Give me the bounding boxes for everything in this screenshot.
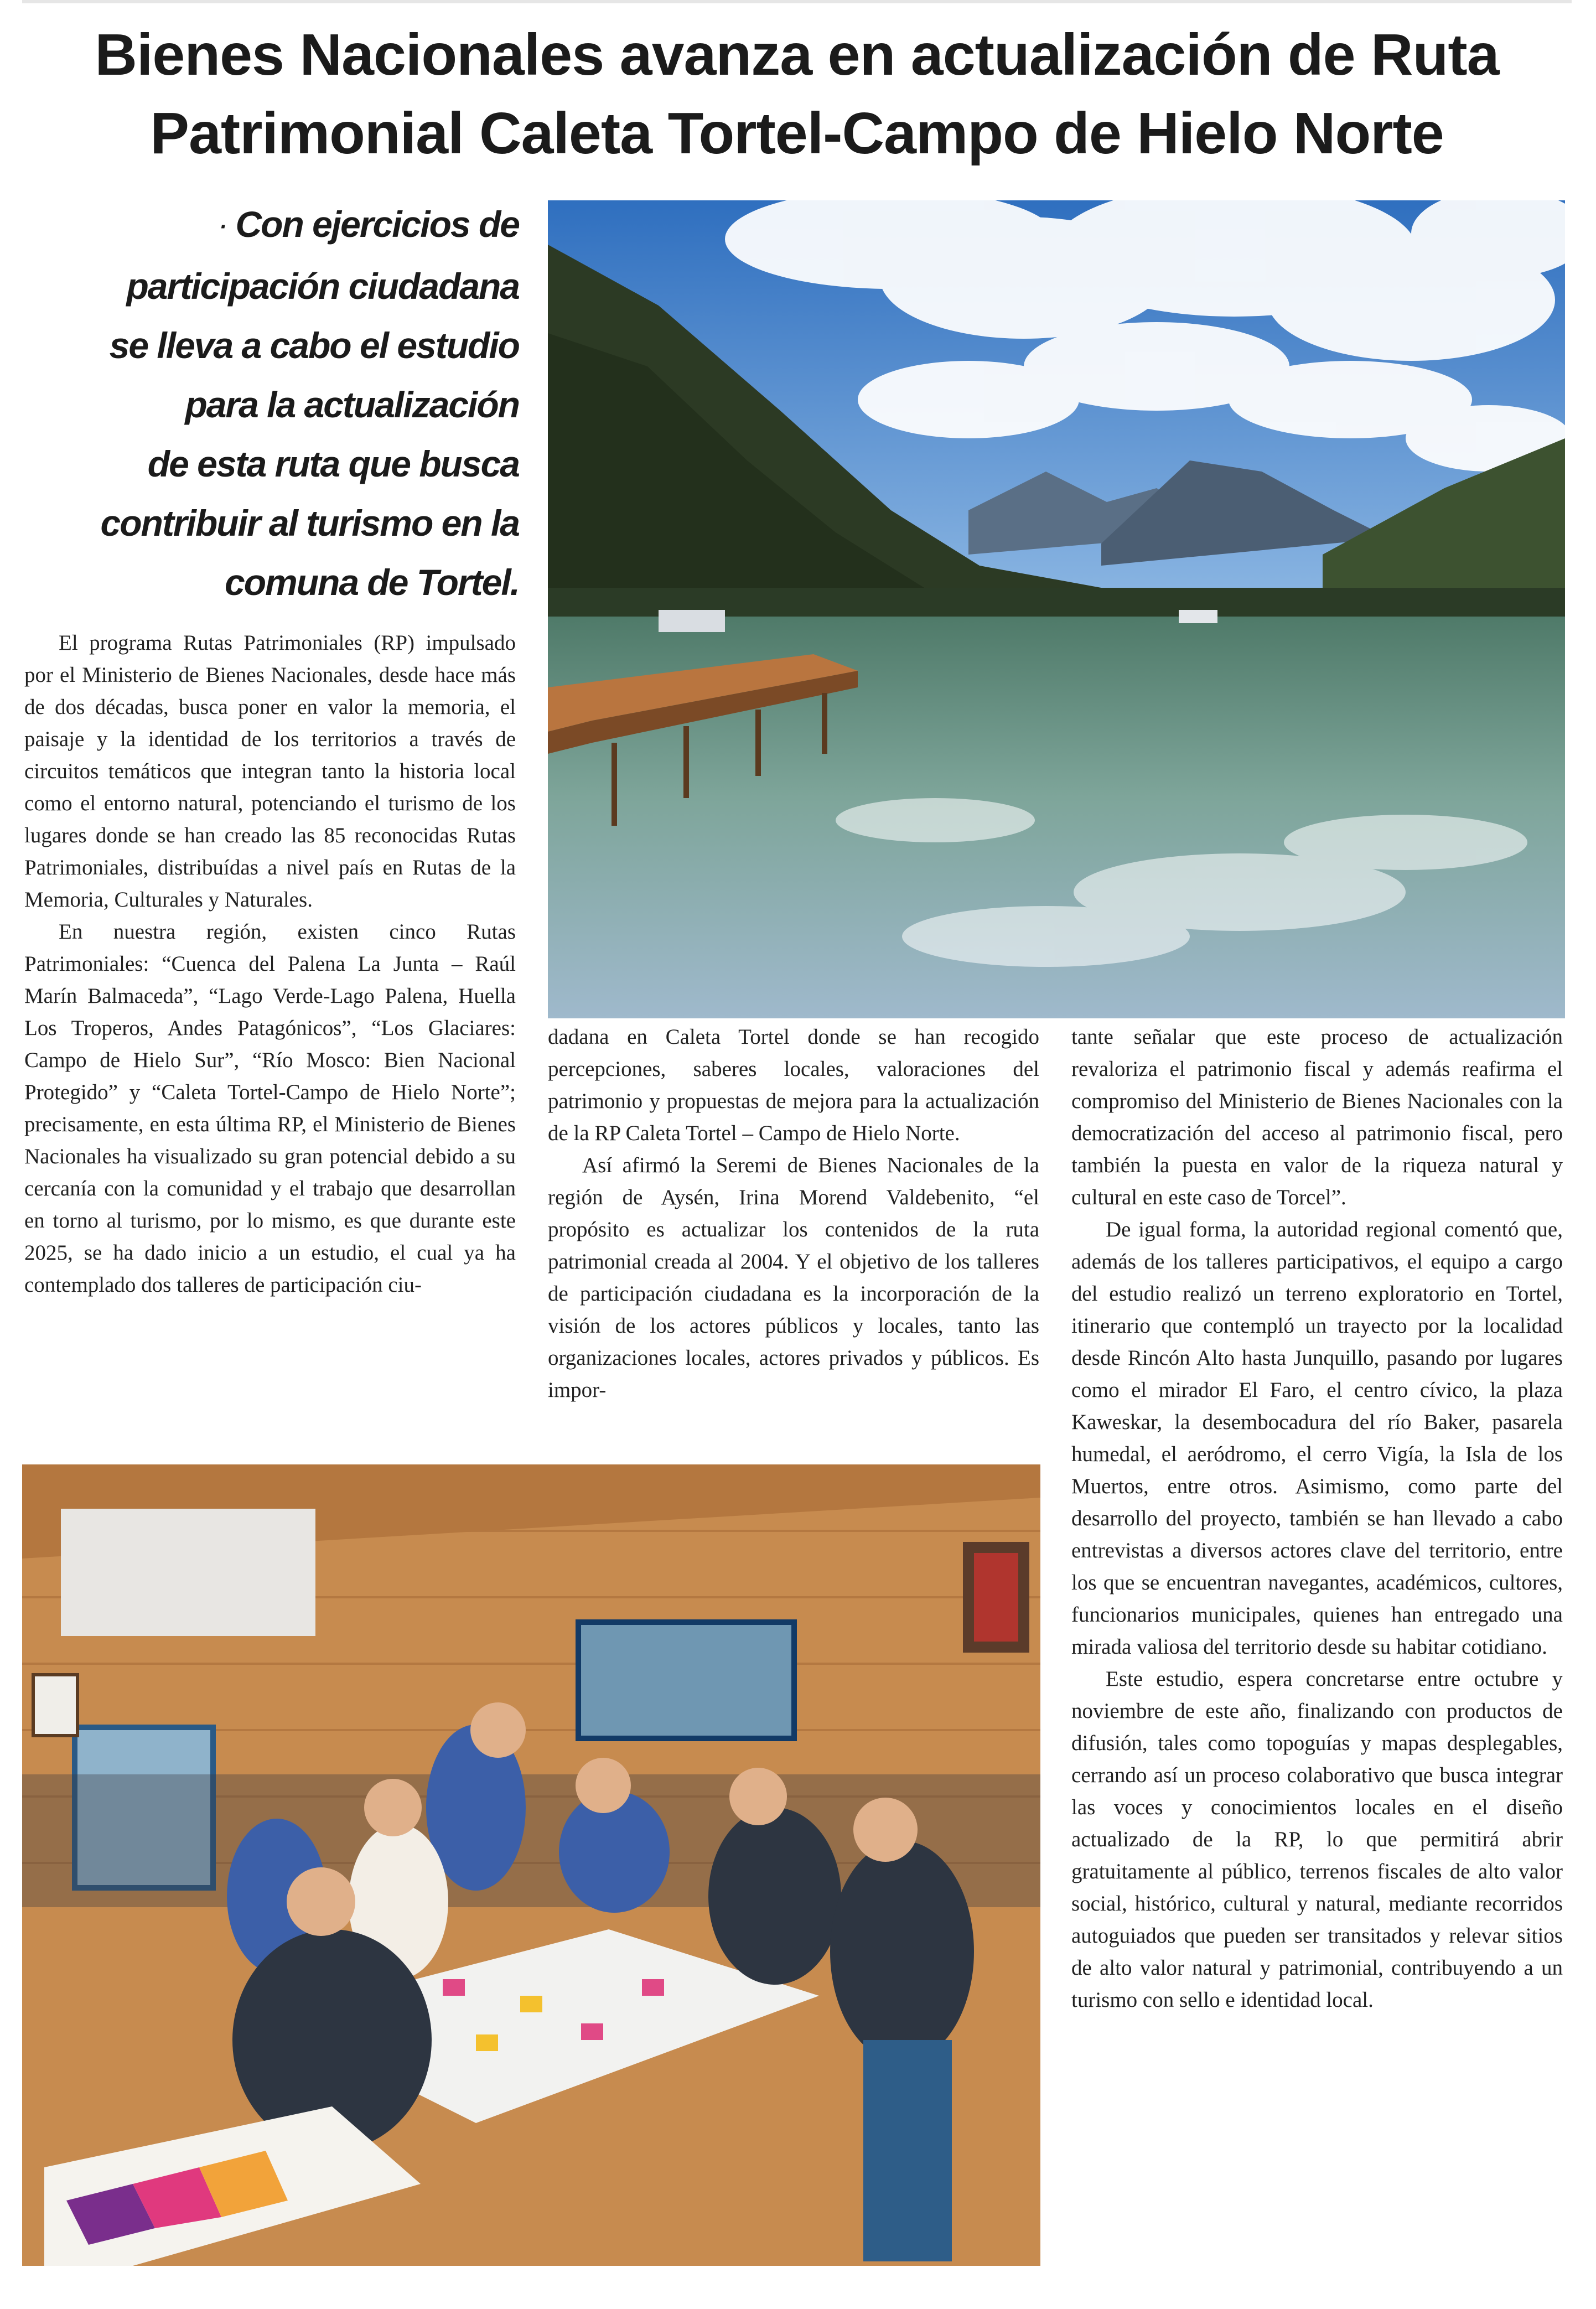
- deck-line: Con ejercicios de: [235, 204, 519, 245]
- deck-line: contribuir al turismo en la: [100, 503, 519, 544]
- deck-bullet: ·: [219, 215, 226, 240]
- headline: [22, 15, 1572, 173]
- body-column-2: [548, 1021, 1039, 1406]
- top-rule: [22, 0, 1572, 3]
- participation-workshop-photo: [22, 1464, 1040, 2266]
- deck-line: comuna de Tortel.: [225, 562, 519, 603]
- body-column-1: [24, 627, 516, 1301]
- deck-line: para la actualización: [185, 384, 519, 426]
- headline-line-1: Bienes Nacionales avanza en actualización de Ruta: [95, 22, 1499, 87]
- body-paragraph: Así afirmó la Seremi de Bienes Nacionales de la región de Aysén, Irina Morend Valdebenito, “el propósito es actualizar los contenidos de la ruta patrimonial creada al 2004. Y el objetivo de los talleres de participación ciudadana es la incorporación de la visión de los actores públicos y locales, tanto las organizaciones locales, actores privados y públicos. Es impor-: [548, 1153, 1039, 1402]
- body-paragraph: Este estudio, espera concretarse entre octubre y noviembre de este año, finalizando con productos de difusión, tales como topoguías y mapas desplegables, cerrando así un proceso colaborativo que busca integrar las voces y conocimientos locales en el diseño actualizado de la RP, lo que permitirá abrir gratuitamente al público, terrenos fiscales de alto valor social, histórico, cultural y natural, mediante recorridos autoguiados que pueden ser transitados y relevar sitios de alto valor natural y patrimonial, contribuyendo a un turismo con sello e identidad local.: [1071, 1667, 1563, 2012]
- body-paragraph: En nuestra región, existen cinco Rutas Patrimoniales: “Cuenca del Palena La Junta – Raúl Marín Balmaceda”, “Lago Verde-Lago Palena, Huella Los Troperos, Andes Patagónicos”, “Los Glaciares: Campo de Hielo Sur”, “Río Mosco: Bien Nacional Protegido” y “Caleta Tortel-Campo de Hielo Norte”; precisamente, en esta última RP, el Ministerio de Bienes Nacionales ha visualizado su gran potencial debido a su cercanía con la comunidad y el trabajo que desarrollan en torno al turismo, por lo mismo, es que durante este 2025, se ha dado inicio a un estudio, el cual ya ha contemplado dos talleres de participación ciu-: [24, 920, 516, 1297]
- body-paragraph: De igual forma, la autoridad regional comentó que, además de los talleres participativos, el equipo a cargo del estudio realizó un terreno exploratorio en Tortel, itinerario que contempló un trayecto por la localidad desde Rincón Alto hasta Junquillo, pasando por lugares como el mirador El Faro, el centro cívico, la plaza Kaweskar, la desembocadura del río Baker, pasarela humedal, el aeródromo, el cerro Vigía, la Isla de los Muertos, entre otros. Asimismo, como parte del desarrollo del proyecto, también se han llevado a cabo entrevistas a diversos actores clave del territorio, entre los que se encuentran navegantes, académicos, cultores, funcionarios municipales, quienes han entregado una mirada valiosa del territorio desde su habitar cotidiano.: [1071, 1218, 1563, 1659]
- body-paragraph: dadana en Caleta Tortel donde se han recogido percepciones, saberes locales, valoraciones del patrimonio y propuestas de mejora para la actualización de la RP Caleta Tortel – Campo de Hielo Norte.: [548, 1025, 1039, 1145]
- lake-pier-mountains-photo: [548, 200, 1565, 1018]
- body-paragraph: tante señalar que este proceso de actualización revaloriza el patrimonio fiscal y además reafirma el compromiso del Ministerio de Bienes Nacionales con la democratización del acceso al patrimonio fiscal, pero también la puesta en valor de la riqueza natural y cultural en este caso de Torcel”.: [1071, 1025, 1563, 1209]
- body-paragraph: El programa Rutas Patrimoniales (RP) impulsado por el Ministerio de Bienes Nacionales, desde hace más de dos décadas, busca poner en valor la memoria, el paisaje y la identidad de los territorios a través de circuitos temáticos que integran tanto la historia local como el entorno natural, potenciando el turismo de los lugares donde se han creado las 85 reconocidas Rutas Patrimoniales, distribuídas a nivel país en Rutas de la Memoria, Culturales y Naturales.: [24, 631, 516, 912]
- body-column-3: [1071, 1021, 1563, 2016]
- headline-line-2: Patrimonial Caleta Tortel-Campo de Hielo Norte: [150, 101, 1444, 166]
- deck-line: de esta ruta que busca: [147, 443, 519, 485]
- deck-line: participación ciudadana: [126, 266, 519, 307]
- deck: [22, 195, 519, 612]
- deck-line: se lleva a cabo el estudio: [109, 325, 519, 366]
